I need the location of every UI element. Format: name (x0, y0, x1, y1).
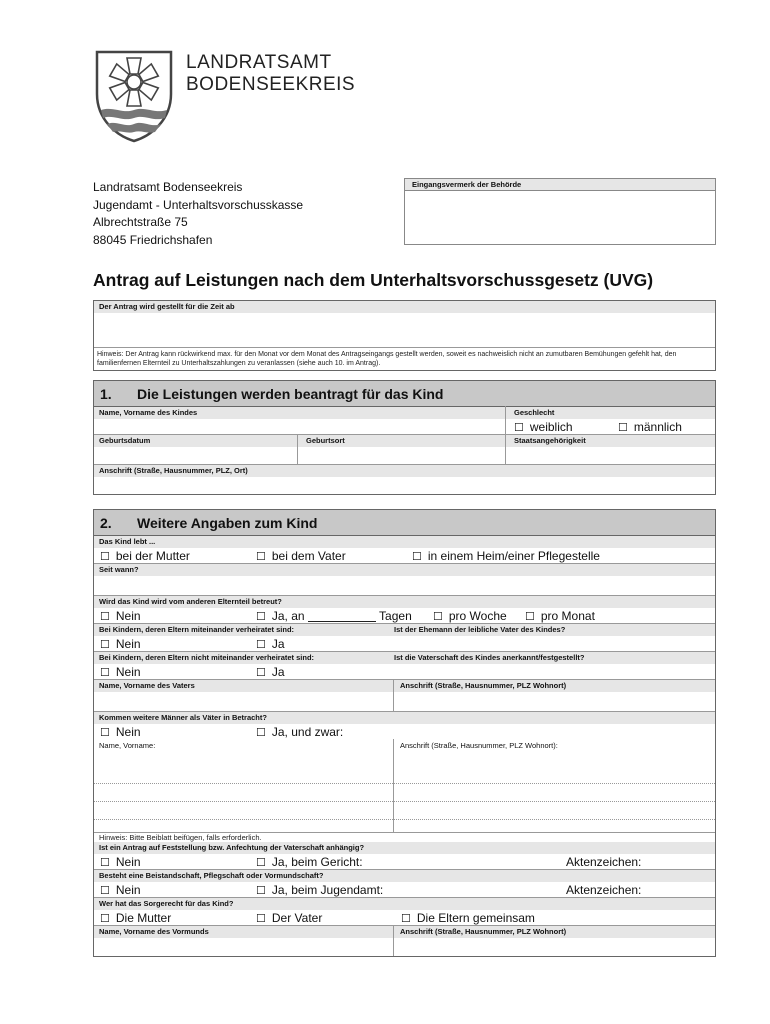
custody-both-option[interactable] (401, 911, 535, 926)
married-no-option[interactable] (100, 637, 141, 652)
section-title: Weitere Angaben zum Kind (137, 515, 318, 531)
other-men-label: Kommen weitere Männer als Väter in Betracht? (94, 712, 715, 724)
section-number: 2. (100, 515, 112, 531)
checkbox-icon[interactable]: ☐ (256, 639, 266, 651)
care-month-option[interactable] (525, 609, 595, 624)
option-label: in einem Heim/einer Pflegestelle (427, 549, 600, 563)
option-label: Ja, an (271, 609, 305, 623)
other-men-spacer (94, 820, 715, 832)
attach-hint: Hinweis: Bitte Beiblatt beifügen, falls erforderlich. (99, 833, 262, 842)
section-title: Die Leistungen werden beantragt für das Kind (137, 386, 444, 402)
checkbox-icon[interactable]: ☐ (100, 639, 110, 651)
recipient-address (93, 179, 303, 249)
divider (505, 406, 506, 434)
checkbox-icon[interactable]: ☐ (412, 551, 422, 563)
father-label-row (94, 680, 715, 692)
period-hint: Hinweis: Der Antrag kann rückwirkend max. für den Monat vor dem Monat des Antragseingangs gestellt werden, soweit es nachweislich nicht an zumutbaren Bemühungen gefehlt hat, den familienfernen Elternteil zu Unterhaltszahlungen zu veranlassen (siehe auch 10. im Antrag). (97, 351, 677, 367)
period-box (93, 300, 716, 371)
other-men-line[interactable] (94, 802, 715, 820)
child-name-label: Name, Vorname des Kindes (99, 408, 198, 417)
unmarried-yes-option[interactable] (256, 665, 285, 680)
father-address-label: Anschrift (Straße, Hausnummer, PLZ Wohnort) (400, 681, 567, 690)
care-days-input[interactable] (308, 611, 376, 622)
period-hint-row (94, 348, 715, 370)
other-men-no-option[interactable] (100, 725, 141, 740)
option-label: Nein (115, 725, 141, 739)
option-label: pro Monat (540, 609, 595, 623)
unmarried-label-row (94, 652, 715, 664)
stamp-label: Eingangsvermerk der Behörde (405, 179, 715, 191)
other-men-row (94, 712, 715, 833)
checkbox-icon[interactable]: ☐ (256, 913, 266, 925)
checkbox-icon[interactable]: ☐ (256, 551, 266, 563)
checkbox-icon[interactable]: ☐ (100, 885, 110, 897)
checkbox-icon[interactable]: ☐ (100, 857, 110, 869)
child-name-label-row (94, 407, 715, 419)
option-label: Der Vater (271, 911, 323, 925)
option-label: pro Woche (448, 609, 507, 623)
guardianship-label: Besteht eine Beistandschaft, Pflegschaft oder Vormundschaft? (94, 870, 715, 882)
custody-options (94, 910, 715, 925)
married-label-row (94, 624, 715, 636)
checkbox-icon[interactable]: ☐ (100, 551, 110, 563)
divider (393, 679, 394, 711)
other-men-line[interactable] (94, 766, 715, 784)
guardian-name-label: Name, Vorname des Vormunds (99, 927, 209, 936)
divider (505, 434, 506, 464)
custody-label: Wer hat das Sorgerecht für das Kind? (94, 898, 715, 910)
lives-options (94, 548, 715, 563)
attach-hint-row (94, 833, 715, 842)
paternity-options (94, 854, 715, 869)
authority-line1: LANDRATSAMT (186, 52, 332, 73)
father-inputs[interactable] (94, 692, 715, 711)
address-line: Albrechtstraße 75 (93, 215, 188, 229)
care-no-option[interactable] (100, 609, 141, 624)
checkbox-icon[interactable]: ☐ (100, 667, 110, 679)
child-address-row (94, 465, 715, 494)
child-name-row (94, 407, 715, 435)
checkbox-icon[interactable]: ☐ (256, 611, 266, 623)
paternity-no-option[interactable] (100, 855, 141, 870)
option-label: Ja (271, 637, 285, 651)
gender-maennlich-option[interactable] (618, 420, 682, 435)
father-row (94, 680, 715, 712)
option-label: Ja, und zwar: (271, 725, 344, 739)
custody-row (94, 898, 715, 926)
guardianship-options (94, 882, 715, 897)
lives-row (94, 536, 715, 564)
guardianship-row (94, 870, 715, 898)
option-label: weiblich (529, 420, 573, 434)
section-number: 1. (100, 386, 112, 402)
care-week-option[interactable] (433, 609, 507, 624)
guardian-inputs[interactable] (94, 938, 715, 956)
address-line: Landratsamt Bodenseekreis (93, 180, 243, 194)
option-label: männlich (633, 420, 682, 434)
option-label: bei dem Vater (271, 549, 346, 563)
option-label: Nein (115, 665, 141, 679)
care-label: Wird das Kind wird vom anderen Elternteil betreut? (94, 596, 715, 608)
married-options (94, 636, 715, 651)
option-label: Die Eltern gemeinsam (416, 911, 535, 925)
married-label: Bei Kindern, deren Eltern miteinander verheiratet sind: (99, 625, 295, 634)
period-row (94, 301, 715, 348)
birthdate-label: Geburtsdatum (99, 436, 151, 445)
other-men-table (94, 739, 715, 832)
checkbox-icon[interactable]: ☐ (514, 422, 524, 434)
option-label: Nein (115, 609, 141, 623)
other-men-line[interactable] (94, 784, 715, 802)
other-address-label: Anschrift (Straße, Hausnummer, PLZ Wohnort): (400, 741, 558, 750)
since-row (94, 564, 715, 596)
checkbox-icon[interactable]: ☐ (100, 727, 110, 739)
guardianship-no-option[interactable] (100, 883, 141, 898)
unmarried-no-option[interactable] (100, 665, 141, 680)
married-row (94, 624, 715, 652)
lives-home-option[interactable] (412, 549, 600, 564)
custody-father-option[interactable] (256, 911, 322, 926)
checkbox-icon[interactable]: ☐ (100, 913, 110, 925)
option-label: Ja (271, 665, 285, 679)
option-label: Nein (115, 637, 141, 651)
guardian-label-row (94, 926, 715, 938)
divider (393, 925, 394, 956)
guardianship-yes-option[interactable] (256, 883, 383, 898)
married-yes-option[interactable] (256, 637, 285, 652)
other-name-label: Name, Vorname: (99, 741, 156, 750)
guardian-address-label: Anschrift (Straße, Hausnummer, PLZ Wohnort) (400, 927, 567, 936)
care-options (94, 608, 715, 623)
section-2-header (94, 510, 715, 536)
nationality-label: Staatsangehörigkeit (514, 436, 586, 445)
checkbox-icon[interactable]: ☐ (618, 422, 628, 434)
unmarried-question: Ist die Vaterschaft des Kindes anerkannt/festgestellt? (394, 653, 585, 662)
checkbox-icon[interactable]: ☐ (525, 611, 535, 623)
address-line: Jugendamt - Unterhaltsvorschusskasse (93, 197, 304, 212)
gender-weiblich-option[interactable] (514, 420, 573, 435)
form-title: Antrag auf Leistungen nach dem Unterhaltsvorschussgesetz (UVG) (93, 270, 654, 290)
checkbox-icon[interactable]: ☐ (256, 667, 266, 679)
birthplace-label: Geburtsort (306, 436, 345, 445)
checkbox-icon[interactable]: ☐ (100, 611, 110, 623)
option-label: Ja, beim Jugendamt: (271, 883, 384, 897)
section-1 (93, 380, 716, 495)
father-name-label: Name, Vorname des Vaters (99, 681, 195, 690)
coat-of-arms-logo (93, 48, 175, 144)
paternity-label: Ist ein Antrag auf Feststellung bzw. Anfechtung der Vaterschaft anhängig? (94, 842, 715, 854)
address-line: 88045 Friedrichshafen (93, 232, 213, 247)
married-question: Ist der Ehemann der leibliche Vater des Kindes? (394, 625, 566, 634)
birth-row (94, 435, 715, 465)
lives-mother-option[interactable] (100, 549, 190, 564)
option-label: Nein (115, 855, 141, 869)
option-label: Ja, beim Gericht: (271, 855, 363, 869)
care-days-label: Tagen (379, 609, 412, 623)
gender-label: Geschlecht (514, 408, 555, 417)
guardian-row (94, 926, 715, 956)
authority-line2: BODENSEEKREIS (186, 74, 356, 95)
option-label: bei der Mutter (115, 549, 190, 563)
unmarried-label: Bei Kindern, deren Eltern nicht miteinander verheiratet sind: (99, 653, 315, 662)
since-label: Seit wann? (94, 564, 715, 576)
divider (297, 434, 298, 464)
custody-mother-option[interactable] (100, 911, 171, 926)
lives-label: Das Kind lebt ... (94, 536, 715, 548)
checkbox-icon[interactable]: ☐ (256, 885, 266, 897)
child-address-input[interactable] (94, 477, 715, 494)
child-name-input[interactable] (94, 419, 715, 434)
checkbox-icon[interactable]: ☐ (433, 611, 443, 623)
other-men-sublabel-row (94, 739, 715, 766)
checkbox-icon[interactable]: ☐ (401, 913, 411, 925)
paternity-file-no-label: Aktenzeichen: (566, 855, 642, 869)
option-label: Nein (115, 883, 141, 897)
guardianship-file-no-label: Aktenzeichen: (566, 883, 642, 897)
authority-name (186, 52, 355, 96)
unmarried-options (94, 664, 715, 679)
paternity-yes-option[interactable] (256, 855, 363, 870)
child-address-label: Anschrift (Straße, Hausnummer, PLZ, Ort) (94, 465, 715, 477)
option-label: Die Mutter (115, 911, 172, 925)
section-1-header (94, 381, 715, 407)
unmarried-row (94, 652, 715, 680)
checkbox-icon[interactable]: ☐ (256, 857, 266, 869)
birth-inputs[interactable] (94, 447, 715, 464)
period-label: Der Antrag wird gestellt für die Zeit ab (94, 301, 715, 313)
other-men-yes-option[interactable] (256, 725, 343, 740)
lives-father-option[interactable] (256, 549, 346, 564)
section-2 (93, 509, 716, 957)
checkbox-icon[interactable]: ☐ (256, 727, 266, 739)
period-input[interactable] (94, 313, 715, 347)
other-men-options (94, 724, 715, 739)
care-row (94, 596, 715, 624)
since-input[interactable] (94, 576, 715, 595)
birth-label-row (94, 435, 715, 447)
care-yes-option[interactable] (256, 609, 412, 624)
paternity-row (94, 842, 715, 870)
receipt-stamp-box (404, 178, 716, 245)
